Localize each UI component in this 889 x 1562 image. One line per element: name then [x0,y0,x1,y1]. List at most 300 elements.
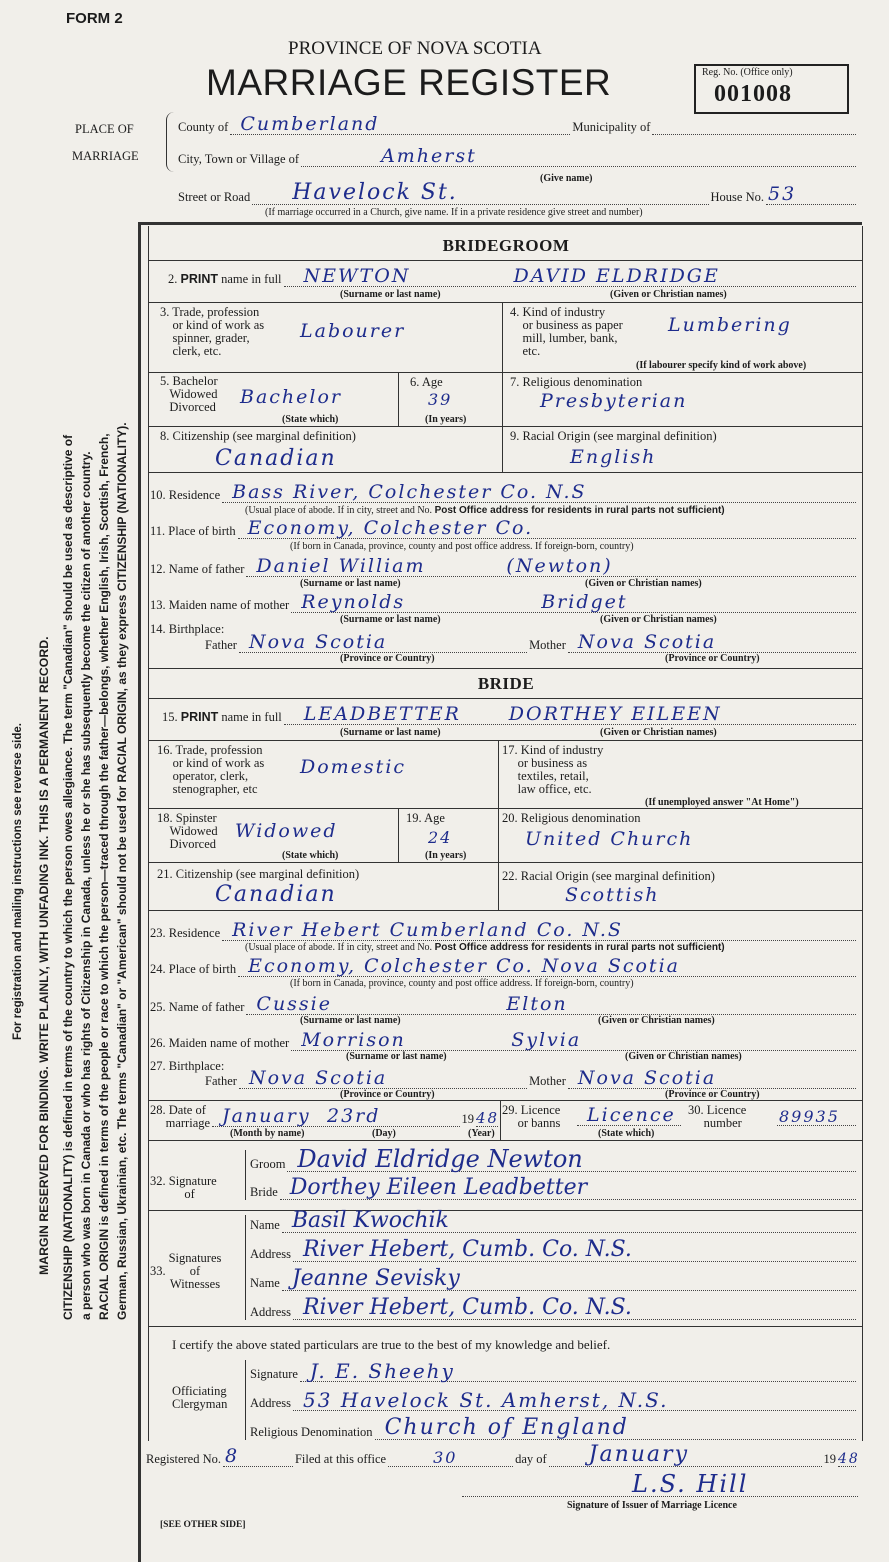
reg-no-label: Reg. No. (Office only) [702,67,793,78]
rule-line [148,808,862,809]
labels-given: (Given or Christian names) [600,614,717,625]
bridegroom-header: BRIDEGROOM [442,236,570,255]
form-text [252,180,708,205]
reg-no-box [694,64,849,114]
see-other-side: [SEE OTHER SIDE] [160,1520,246,1530]
bride-mother-birth: Nova Scotia [577,1067,717,1089]
witnesses-name-label: Name [250,1218,280,1232]
form-text [462,1496,858,1497]
marriage-day: 23rd [327,1105,381,1127]
form-text [291,591,856,613]
labels-residence: Residence [168,926,221,940]
form-text: 3. Trade, profession or kind of work as spinner, grader, clerk, etc. [160,305,265,358]
labels-province-country: (Province or Country) [340,653,435,664]
clergy-address: 53 Havelock St. Amherst, N.S. [302,1388,669,1412]
rule-line [148,426,862,427]
labels-name-father: Name of father [168,1000,245,1014]
form-text: 22. Racial Origin (see marginal definition) [502,869,715,883]
groom-mother-birth: Nova Scotia [577,631,717,653]
bride-signature [250,1175,858,1200]
labels-given: (Given or Christian names) [610,289,727,300]
form-text [300,1359,856,1383]
licence-number [775,1107,858,1126]
form-text [777,1107,856,1126]
rule-line [245,1150,246,1200]
rule-line [148,472,862,473]
witnesses-w1-name: Basil Kwochik [291,1208,449,1233]
bride-surname: LEADBETTER [303,703,461,725]
labels-birthplace: Birthplace: [168,622,225,636]
reg-no: 001008 [714,81,792,107]
marriage-licence-no: 89935 [779,1107,840,1126]
groom-birthplace: Economy, Colchester Co. [247,517,534,539]
form-text [222,919,856,941]
groom-name [168,265,858,287]
form-text [230,113,570,135]
witness1-name [250,1208,858,1233]
form-text [291,1029,856,1051]
form-text: 8. Citizenship (see marginal definition) [160,429,356,443]
labels-mother: Mother [529,638,566,652]
form-text [246,555,856,577]
clergy-denom-label: Religious Denomination [250,1425,373,1439]
groom-citizenship: Canadian [215,446,337,471]
form-text: 14. Birthplace: [150,622,225,636]
registration-reg-no: 8 [224,1445,240,1467]
witness2-address [250,1295,858,1320]
certify-statement: I certify the above stated particulars are true to the best of my knowledge and belief. [172,1337,611,1352]
place-city-label: City, Town or Village of [178,152,300,166]
labels-surname: (Surname or last name) [346,1051,447,1062]
form-text: 11. Place of birth [150,524,236,538]
witnesses-label-1: of [189,1264,201,1278]
issuer-signature: L.S. Hill [632,1470,749,1498]
bride-industry-label-2: textiles, retail, [517,769,589,783]
form-text [476,1109,500,1127]
form-text: 2. PRINT name in full [168,272,282,286]
bride-mother [150,1029,858,1051]
registration-year: 48 [838,1451,860,1467]
form-text: 15. PRINT name in full [162,710,282,724]
labels-place-of-birth: Place of birth [168,524,236,538]
marriage-date-label-0: Date of [168,1103,206,1117]
rule-line [148,910,862,911]
marriage-licence-label-0: Licence [520,1103,561,1117]
marriage-licence-no-label-1: number [703,1116,742,1130]
labels-age: Age [421,375,443,389]
margin-2: CITIZENSHIP (NATIONALITY) is defined in terms of the country to which the person owes allegiance. The term "Canadian" should be used as descriptive of [61,434,75,1320]
form-text: 28. Date of marriage [150,1103,211,1130]
bride-age: 24 [428,828,453,847]
form-text [280,1175,856,1200]
place-county: Cumberland [240,113,380,135]
bride-residence [150,919,858,941]
labels-name-in-full: name in full [221,710,282,724]
rule-line [148,1140,862,1141]
rule-line [148,668,862,669]
signatures-groom-label: Groom [250,1157,286,1171]
form-text: 25. Name of father [150,1000,245,1014]
form-text: 27. Birthplace: [150,1059,225,1073]
groom-status-label-0: Bachelor [172,374,218,388]
groom-industry: Lumbering [668,314,792,336]
witnesses-w1-address: River Hebert, Cumb. Co. N.S. [302,1237,632,1262]
form-text [284,703,856,725]
form-text [205,1067,858,1089]
rule-line [498,740,499,910]
labels-given: (Given or Christian names) [600,727,717,738]
labels-birthplace: Birthplace: [168,1059,225,1073]
form-text [205,631,858,653]
margin-3: a person who was born in Canada or who has rights of Citizenship in Canada, unless he or she has subsequently become the citizen of another country. [79,451,93,1320]
bride-status-label-2: Divorced [169,837,217,851]
form-text [577,1104,681,1126]
form-text: 29. Licence or banns [502,1103,561,1130]
labels-religion: Religious denomination [522,375,643,389]
labels-surname: (Surname or last name) [300,578,401,589]
rule-line [148,698,862,699]
form-text [301,145,856,167]
labels-age: Age [424,811,445,825]
clergy-signature [250,1359,858,1383]
place-municipality-label: Municipality of [572,120,651,134]
bride-status-label-0: Spinster [175,811,217,825]
labels-residence-note: (Usual place of abode. If in city, street and No. [245,505,433,516]
signatures-num: 32. [150,1174,166,1188]
groom-status: Bachelor [240,386,343,408]
form-text [238,955,856,977]
labels-print: PRINT [180,710,219,724]
labels-racial: Racial Origin (see marginal definition) [522,429,717,443]
groom-given: DAVID ELDRIDGE [513,265,720,287]
margin-1: MARGIN RESERVED FOR BINDING. WRITE PLAINLY, WITH UNFADING INK. THIS IS A PERMANENT RECORD. [37,636,51,1275]
rule-line [398,808,399,862]
bride-industry-note: (If unemployed answer "At Home") [645,797,799,808]
form-text [388,1448,513,1467]
witness1-address [250,1237,858,1262]
form-text: 4. Kind of industry or business as paper mill, lumber, bank, etc. [510,305,623,358]
marriage-year-prefix: 19 [461,1112,474,1126]
form-text [222,481,856,503]
groom-mother-surname: Reynolds [301,591,406,613]
form-text [293,1388,856,1412]
clergy-address [250,1388,858,1412]
groom-industry-note: (If labourer specify kind of work above) [636,360,807,371]
labels-given: (Given or Christian names) [598,1015,715,1026]
groom-status-label-1: Widowed [169,387,218,401]
place-city: Amherst [381,145,477,167]
form-text: 24. Place of birth [150,962,237,976]
form-text: 19. Age [406,811,445,825]
marriage-licence: Licence [587,1104,676,1126]
street-field [178,180,858,205]
labels-place-of-birth: Place of birth [168,962,237,976]
groom-father-surname: Daniel William [256,555,426,577]
labels-maiden-mother: Maiden name of mother [168,598,290,612]
signatures-groom: David Eldridge Newton [297,1145,583,1173]
margin-5: German, Russian, Ukrainian, etc. The terms "Canadian" or "American" should not be used for RACIAL ORIGIN, as they express CITIZENSHIP (NATIONALITY). [115,422,129,1320]
place-house: 53 [768,183,797,205]
marriage-month: January [222,1105,311,1127]
labels-print: PRINT [180,272,218,286]
marriage-year-note: (Year) [468,1128,495,1139]
form-text [282,1208,856,1233]
form-text [223,1445,293,1467]
bride-trade-label-0: Trade, profession [175,743,263,757]
labels-name-father: Name of father [168,562,245,576]
groom-industry-label-2: mill, lumber, bank, [522,331,618,345]
rule-line [862,226,863,1441]
bride-status-label-1: Widowed [169,824,218,838]
signatures-bride-label: Bride [250,1185,278,1199]
bride-name [162,703,858,725]
labels-citizenship: Citizenship (see marginal definition) [175,867,360,881]
witnesses-address-label: Address [250,1305,291,1319]
form-text [568,631,856,653]
labels-residence-bold: Post Office address for residents in rural parts not sufficient) [434,505,725,516]
form-text [172,1385,227,1411]
signatures-bride: Dorthey Eileen Leadbetter [289,1175,588,1200]
groom-birthplace [150,517,858,539]
bride-racial: Scottish [565,884,660,906]
labels-citizenship: Citizenship (see marginal definition) [172,429,356,443]
form-text: 30. Licence number [688,1103,747,1130]
groom-trade-label-2: spinner, grader, [172,331,250,345]
bride-father-given: Elton [506,993,568,1015]
form-text: 13. Maiden name of mother [150,598,290,612]
groom-industry-label-0: Kind of industry [522,305,606,319]
page-title: MARRIAGE REGISTER [206,62,612,103]
groom-signature [250,1145,858,1173]
bride-mother-given: Sylvia [511,1029,582,1051]
form-text [766,183,856,205]
groom-trade: Labourer [300,320,406,342]
groom-industry-label-1: or business as paper [522,318,623,332]
labels-surname: (Surname or last name) [340,727,441,738]
marriage-licence-no-label-0: Licence [706,1103,747,1117]
form-text [282,1266,856,1291]
marriage-date-label-1: marriage [165,1116,211,1130]
labels-surname: (Surname or last name) [340,289,441,300]
clergy-address-label: Address [250,1396,291,1410]
labels-province-country: (Province or Country) [665,653,760,664]
form-text [287,1145,856,1173]
bride-father-birth: Nova Scotia [248,1067,388,1089]
labels-birth-note: (If born in Canada, province, county and post office address. If foreign-born, country) [290,978,634,989]
signatures-label-0: Signature [168,1174,217,1188]
place-give-name: (Give name) [540,173,593,184]
rule-line [245,1215,246,1320]
rule-line [398,372,399,426]
labels-name-in-full: name in full [221,272,282,286]
marriage-month-note: (Month by name) [230,1128,305,1139]
marriage-year: 48 [476,1109,500,1127]
groom-trade-label-0: Trade, profession [172,305,260,319]
witnesses-num: 33. [150,1264,166,1278]
form-text: 6. Age [410,375,443,389]
clergy-signature: J. E. Sheehy [309,1359,455,1383]
clergy-label-0: Officiating [172,1384,227,1398]
witnesses-address-label: Address [250,1247,291,1261]
bride-trade-label-1: or kind of work as [172,756,265,770]
groom-residence: Bass River, Colchester Co. N.S [232,481,587,503]
groom-industry-label-3: etc. [522,344,541,358]
registration-line [146,1442,860,1467]
form-text [245,505,725,516]
labels-given: (Given or Christian names) [585,578,702,589]
bride-birthplace: Economy, Colchester Co. Nova Scotia [248,955,680,977]
form-text: 5. Bachelor Widowed Divorced [160,374,218,414]
form-text [293,1295,856,1320]
labels-surname: (Surname or last name) [300,1015,401,1026]
form-text: 23. Residence [150,926,221,940]
place-house-label: House No. [710,190,764,204]
registration-issuer-label: Signature of Issuer of Marriage Licence [567,1500,737,1511]
groom-father-birth: Nova Scotia [248,631,388,653]
bride-industry-label-3: law office, etc. [517,782,592,796]
groom-surname: NEWTON [303,265,411,287]
labels-state: (State which) [282,850,339,861]
form-text [246,993,856,1015]
place-label2: MARRIAGE [72,149,139,163]
labels-religion: Religious denomination [520,811,641,825]
groom-father-given: (Newton) [506,555,613,577]
rule-line [148,226,149,1441]
labels-years: (In years) [425,414,467,425]
bride-trade: Domestic [300,756,407,778]
labels-given: (Given or Christian names) [625,1051,742,1062]
labels-surname: (Surname or last name) [340,614,441,625]
bride-birthplace [150,955,858,977]
city-field [178,145,858,167]
form-text [238,517,856,539]
registration-reg-label: Registered No. [146,1452,221,1466]
place-county-label: County of [178,120,229,134]
form-text [239,631,527,653]
form-text: 26. Maiden name of mother [150,1036,290,1050]
witnesses-w2-address: River Hebert, Cumb. Co. N.S. [302,1295,632,1320]
marriage-day-note: (Day) [372,1128,396,1139]
groom-father [150,555,858,577]
form-text [245,942,725,953]
groom-trade-label-3: clerk, etc. [172,344,222,358]
witness2-name [250,1266,858,1291]
labels-father: Father [205,638,237,652]
rule-line [148,372,862,373]
labels-province-country: (Province or Country) [665,1089,760,1100]
bride-father-surname: Cussie [256,993,333,1015]
clergy-label-1: Clergyman [172,1397,228,1411]
form-text [838,1451,860,1467]
bride-industry-label-1: or business as [517,756,588,770]
witnesses-label-2: Witnesses [169,1277,221,1291]
bride-industry-label-0: Kind of industry [520,743,604,757]
place-label1: PLACE OF [75,122,134,136]
groom-status-label-2: Divorced [169,400,216,414]
form-text [568,1067,856,1089]
bride-status: Widowed [235,820,338,842]
bride-mother-surname: Morrison [301,1029,406,1051]
groom-religion: Presbyterian [540,390,688,412]
rule-line [245,1360,246,1440]
clergy-signature-label: Signature [250,1367,298,1381]
labels-residence-note: (Usual place of abode. If in city, street and No. [245,942,433,953]
marriage-licence-label-1: or banns [517,1116,561,1130]
form-text [150,1175,217,1201]
labels-father: Father [205,1074,237,1088]
signatures-label-1: of [184,1187,195,1201]
registration-year-prefix: 19 [823,1452,836,1466]
margin-0: For registration and mailing instructions see reverse side. [12,723,24,1040]
rule-line [148,260,862,261]
place-street-note: (If marriage occurred in a Church, give name. If in a private residence give street and number) [265,207,643,218]
form-text: 18. Spinster Widowed Divorced [157,811,218,851]
labels-residence-bold: Post Office address for residents in rural parts not sufficient) [434,942,725,953]
form-text: 17. Kind of industry or business as textiles, retail, law office, etc. [502,743,604,796]
form-text [284,265,856,287]
labels-residence: Residence [168,488,221,502]
brace [166,112,174,172]
labels-province-country: (Province or Country) [340,1089,435,1100]
groom-mother [150,591,858,613]
labels-racial: Racial Origin (see marginal definition) [520,869,715,883]
labels-state: (State which) [282,414,339,425]
margin-4: RACIAL ORIGIN is defined in terms of the people or race to which the person—traced through the father—belongs, whether English, Irish, Scottish, French, [97,433,111,1320]
groom-mother-given: Bridget [541,591,628,613]
registration-day: 30 [433,1448,458,1467]
bride-trade-label-2: operator, clerk, [172,769,249,783]
rule-line [148,302,862,303]
rule-line [148,740,862,741]
clergy-denom: Church of England [384,1415,629,1440]
place-street: Havelock St. [292,180,458,205]
rule-line [148,1100,862,1101]
witnesses-w2-name: Jeanne Sevisky [291,1266,460,1291]
form-number: FORM 2 [66,10,123,27]
form-text: 21. Citizenship (see marginal definition) [157,867,360,881]
registration-filed-label: Filed at this office [294,1452,387,1466]
form-text: 16. Trade, profession or kind of work as operator, clerk, stenographer, etc [157,743,265,796]
labels-mother: Mother [529,1074,566,1088]
form-text: 12. Name of father [150,562,245,576]
bride-given: DORTHEY EILEEN [508,703,722,725]
rule-line [148,1326,862,1327]
form-text [239,1067,527,1089]
place-street-label: Street or Road [178,190,251,204]
bride-residence: River Hebert Cumberland Co. N.S [232,919,623,941]
licence-type [575,1104,683,1126]
bride-father [150,993,858,1015]
form-text: 7. Religious denomination [510,375,643,389]
clergy-denomination [250,1415,858,1440]
labels-maiden-mother: Maiden name of mother [168,1036,290,1050]
bride-religion: United Church [525,828,694,850]
rule-line [502,302,503,472]
form-text [212,1105,460,1127]
form-text: 9. Racial Origin (see marginal definition) [510,429,717,443]
rule-line [500,1100,501,1140]
form-text [375,1415,856,1440]
bride-trade-label-3: stenographer, etc [172,782,258,796]
rule-line [138,222,862,225]
witnesses-label-0: Signatures [168,1251,222,1265]
county-field [178,113,858,135]
form-text [652,121,856,135]
form-text: 10. Residence [150,488,221,502]
groom-residence [150,481,858,503]
marriage-state-note: (State which) [598,1128,655,1139]
witnesses-name-label: Name [250,1276,280,1290]
